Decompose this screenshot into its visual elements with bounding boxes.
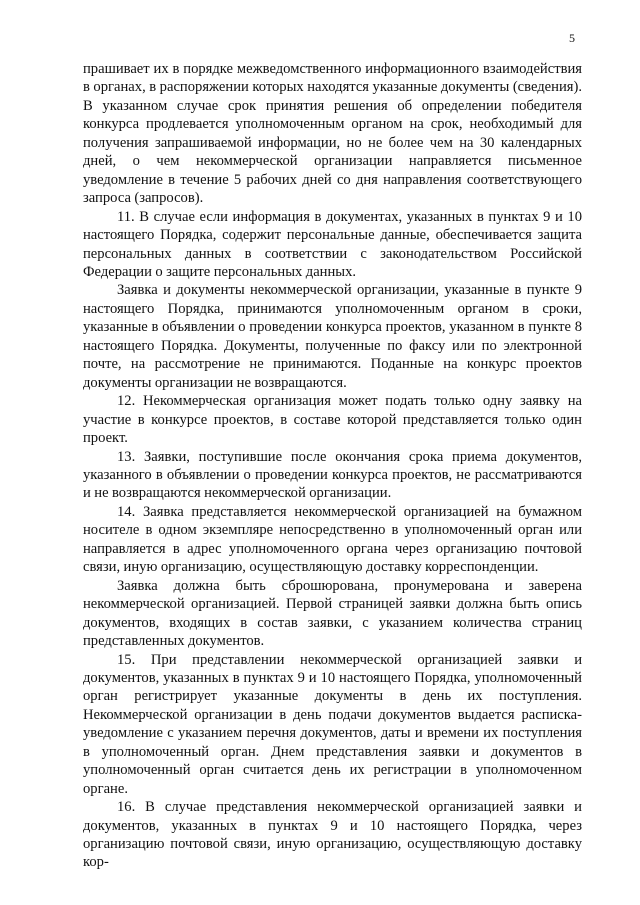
paragraph-application-binding: Заявка должна быть сброшюрована, пронумерована и заверена некоммерческой организацией. Первой страницей заявки должна быть опись документов, входящих в состав заявки, с указанием количества страниц представленных документов. bbox=[83, 577, 582, 650]
paragraph-item-15: 15. При представлении некоммерческой организацией заявки и документов, указанных в пунктах 9 и 10 настоящего Порядка, уполномоченный орган регистрирует указанные документы в день их поступления. Некоммерческой организации в день подачи документов выдается расписка-уведомление с указанием перечня документов, даты и времени их поступления в уполномоченный орган. Днем представления заявки и документов в уполномоченный орган считается день их регистрации в уполномоченном органе. bbox=[83, 651, 582, 797]
page-number: 5 bbox=[569, 31, 575, 45]
paragraph-item-12: 12. Некоммерческая организация может подать только одну заявку на участие в конкурсе проектов, в составе которой представляется только один проект. bbox=[83, 393, 582, 447]
paragraph-item-13: 13. Заявки, поступившие после окончания срока приема документов, указанного в объявлении о проведении конкурса проектов, не рассматриваются и не возвращаются некоммерческой организации. bbox=[83, 448, 582, 502]
paragraph-continuation: прашивает их в порядке межведомственного информационного взаимодействия в органах, в распоряжении которых находятся указанные документы (сведения). В указанном случае срок принятия решения об определении победителя конкурса продлевается уполномоченным органом на срок, необходимый для получения запрашиваемой информации, но не более чем на 30 календарных дней, о чем некоммерческой организации направляется письменное уведомление в течение 5 рабочих дней со дня направления соответствующего запроса (запросов). bbox=[83, 61, 582, 207]
paragraph-item-11: 11. В случае если информация в документах, указанных в пунктах 9 и 10 настоящего Порядка, содержит персональные данные, обеспечивается защита персональных данных в соответствии с законодательством Российской Федерации о защите персональных данных. bbox=[83, 208, 582, 280]
paragraph-item-16: 16. В случае представления некоммерческой организацией заявки и документов, указанных в пунктах 9 и 10 настоящего Порядка, через организацию почтовой связи, иную организацию, осуществляющую доставку кор- bbox=[83, 799, 582, 871]
paragraph-item-14: 14. Заявка представляется некоммерческой организацией на бумажном носителе в одном экземпляре непосредственно в уполномоченный орган или направляется в адрес уполномоченного органа через организацию почтовой связи, иную организацию, осуществляющую доставку корреспонденции. bbox=[83, 503, 582, 576]
paragraph-application-acceptance: Заявка и документы некоммерческой организации, указанные в пункте 9 настоящего Порядка, принимаются уполномоченным органом в сроки, указанные в объявлении о проведении конкурса проектов, указанном в пункте 8 настоящего Порядка. Документы, полученные по факсу или по электронной почте, на рассмотрение не принимаются. Поданные на конкурс проектов документы организации не возвращаются. bbox=[83, 282, 582, 391]
document-body bbox=[83, 60, 582, 872]
